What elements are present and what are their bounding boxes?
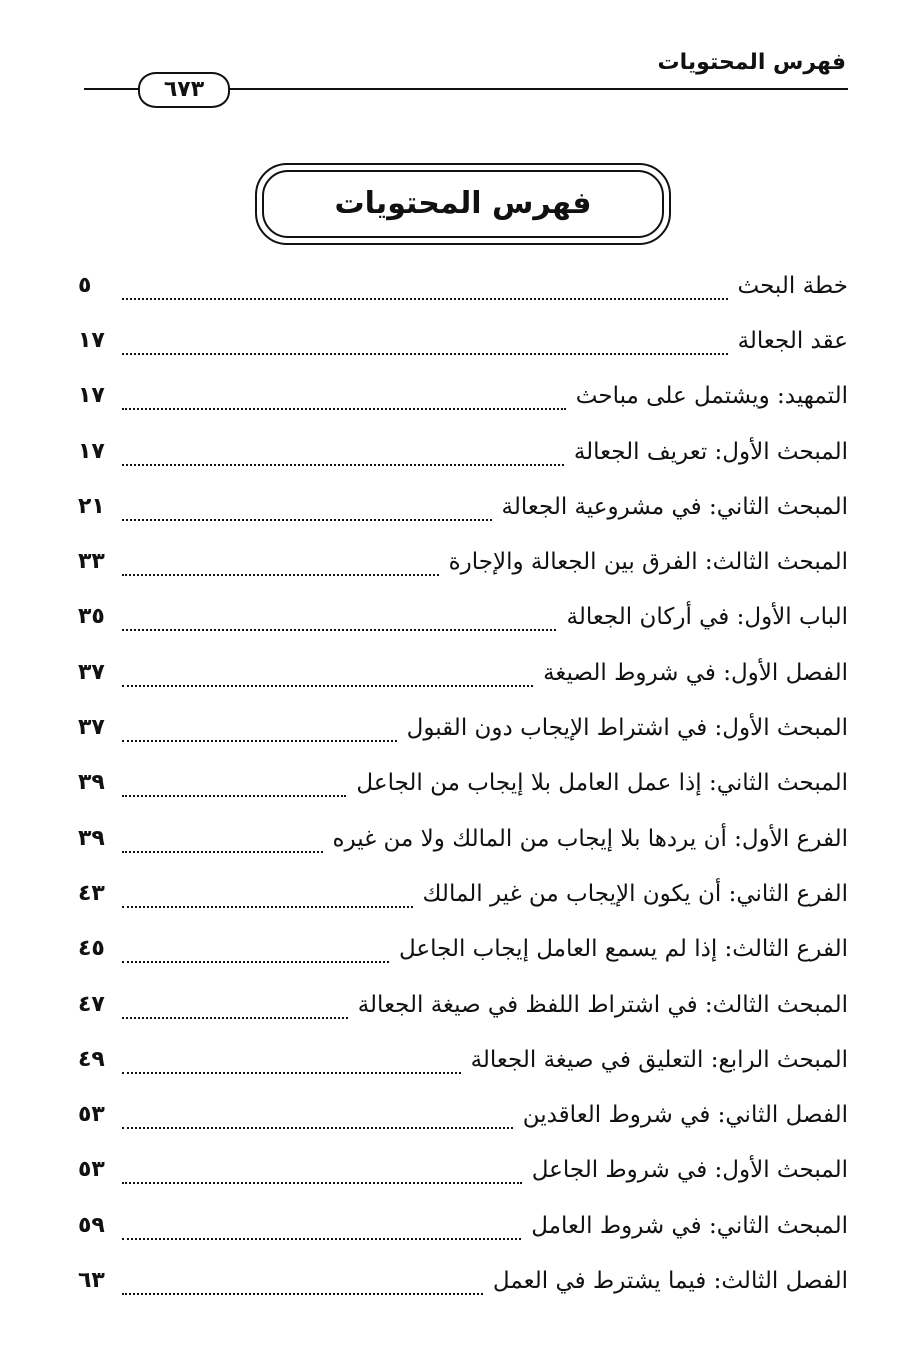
toc-entry-page: ١٧	[78, 327, 105, 353]
toc-dot-leader	[122, 519, 492, 521]
toc-dot-leader	[122, 464, 564, 466]
toc-entry-page: ٥٣	[78, 1157, 105, 1183]
toc-entry-label: الباب الأول: في أركان الجعالة	[566, 604, 848, 631]
heading-frame	[255, 163, 671, 245]
toc-entry-label: الفرع الثاني: أن يكون الإيجاب من غير المالك	[422, 880, 848, 907]
toc-entry-page: ٣٩	[78, 770, 105, 796]
toc-entry-label: المبحث الرابع: التعليق في صيغة الجعالة	[470, 1046, 848, 1073]
toc-dot-leader	[122, 795, 346, 797]
toc-entry	[78, 645, 848, 700]
toc-dot-leader	[122, 851, 323, 853]
toc-dot-leader	[122, 1293, 483, 1295]
toc-entry	[78, 922, 848, 977]
page-title: فهرس المحتويات	[334, 186, 592, 221]
toc-dot-leader	[122, 574, 439, 576]
toc-entry-label: المبحث الثاني: إذا عمل العامل بلا إيجاب من الجاعل	[356, 770, 848, 797]
toc-entry-page: ٤٣	[78, 880, 105, 906]
toc-entry	[78, 977, 848, 1032]
toc-entry-label: خطة البحث	[737, 272, 848, 299]
toc-entry	[78, 1087, 848, 1142]
toc-dot-leader	[122, 1238, 521, 1240]
toc-entry-page: ٤٧	[78, 991, 105, 1017]
toc-dot-leader	[122, 298, 728, 300]
toc-entry	[78, 258, 848, 313]
toc-dot-leader	[122, 629, 556, 631]
toc-entry-label: المبحث الأول: في اشتراط الإيجاب دون القبول	[406, 715, 848, 742]
toc-entry-label: المبحث الثاني: في مشروعية الجعالة	[501, 493, 848, 520]
toc-entry-label: الفصل الثالث: فيما يشترط في العمل	[492, 1267, 848, 1294]
page-number: ٦٧٣	[138, 72, 230, 108]
toc-entry	[78, 756, 848, 811]
toc-entry-label: المبحث الأول: في شروط الجاعل	[531, 1157, 848, 1184]
toc-entry	[78, 590, 848, 645]
toc-entry	[78, 1032, 848, 1087]
toc-dot-leader	[122, 740, 397, 742]
heading-inner-frame	[262, 170, 664, 238]
toc-entry-label: المبحث الثاني: في شروط العامل	[531, 1212, 848, 1239]
toc-dot-leader	[122, 1072, 461, 1074]
toc-entry	[78, 1198, 848, 1253]
toc-entry-page: ٤٩	[78, 1046, 105, 1072]
table-of-contents	[78, 258, 848, 1309]
toc-entry	[78, 424, 848, 479]
toc-entry	[78, 700, 848, 755]
toc-entry-label: الفرع الأول: أن يردها بلا إيجاب من المالك ولا من غيره	[332, 825, 848, 852]
toc-dot-leader	[122, 906, 413, 908]
toc-dot-leader	[122, 1127, 513, 1129]
toc-entry	[78, 866, 848, 921]
toc-entry-page: ٥٣	[78, 1102, 105, 1128]
toc-entry	[78, 811, 848, 866]
toc-entry	[78, 313, 848, 368]
toc-entry-page: ٣٧	[78, 659, 105, 685]
toc-entry	[78, 534, 848, 589]
toc-dot-leader	[122, 1017, 348, 1019]
toc-dot-leader	[122, 353, 728, 355]
toc-entry-page: ٥٩	[78, 1212, 105, 1238]
toc-entry	[78, 369, 848, 424]
toc-entry-label: الفرع الثالث: إذا لم يسمع العامل إيجاب الجاعل	[398, 936, 848, 963]
toc-dot-leader	[122, 408, 566, 410]
toc-entry-label: المبحث الأول: تعريف الجعالة	[573, 438, 848, 465]
toc-entry-page: ٣٧	[78, 715, 105, 741]
toc-dot-leader	[122, 685, 533, 687]
toc-entry	[78, 1143, 848, 1198]
toc-entry-page: ١٧	[78, 383, 105, 409]
toc-entry-page: ٤٥	[78, 936, 105, 962]
toc-entry	[78, 479, 848, 534]
toc-entry-page: ٣٥	[78, 604, 105, 630]
toc-entry-page: ٣٣	[78, 549, 105, 575]
toc-entry-label: عقد الجعالة	[737, 327, 848, 354]
toc-entry-label: الفصل الأول: في شروط الصيغة	[543, 659, 848, 686]
toc-entry-page: ٣٩	[78, 825, 105, 851]
toc-entry-label: المبحث الثالث: الفرق بين الجعالة والإجارة	[448, 549, 848, 576]
toc-entry	[78, 1253, 848, 1308]
toc-entry-label: الفصل الثاني: في شروط العاقدين	[522, 1102, 848, 1129]
toc-entry-page: ٢١	[78, 493, 105, 519]
toc-entry-label: التمهيد: ويشتمل على مباحث	[575, 383, 848, 410]
toc-entry-page: ١٧	[78, 438, 105, 464]
toc-dot-leader	[122, 1182, 522, 1184]
toc-entry-page: ٥	[78, 272, 92, 298]
toc-dot-leader	[122, 961, 389, 963]
running-title: فهرس المحتويات	[657, 50, 846, 75]
toc-entry-page: ٦٣	[78, 1267, 105, 1293]
toc-entry-label: المبحث الثالث: في اشتراط اللفظ في صيغة الجعالة	[357, 991, 848, 1018]
